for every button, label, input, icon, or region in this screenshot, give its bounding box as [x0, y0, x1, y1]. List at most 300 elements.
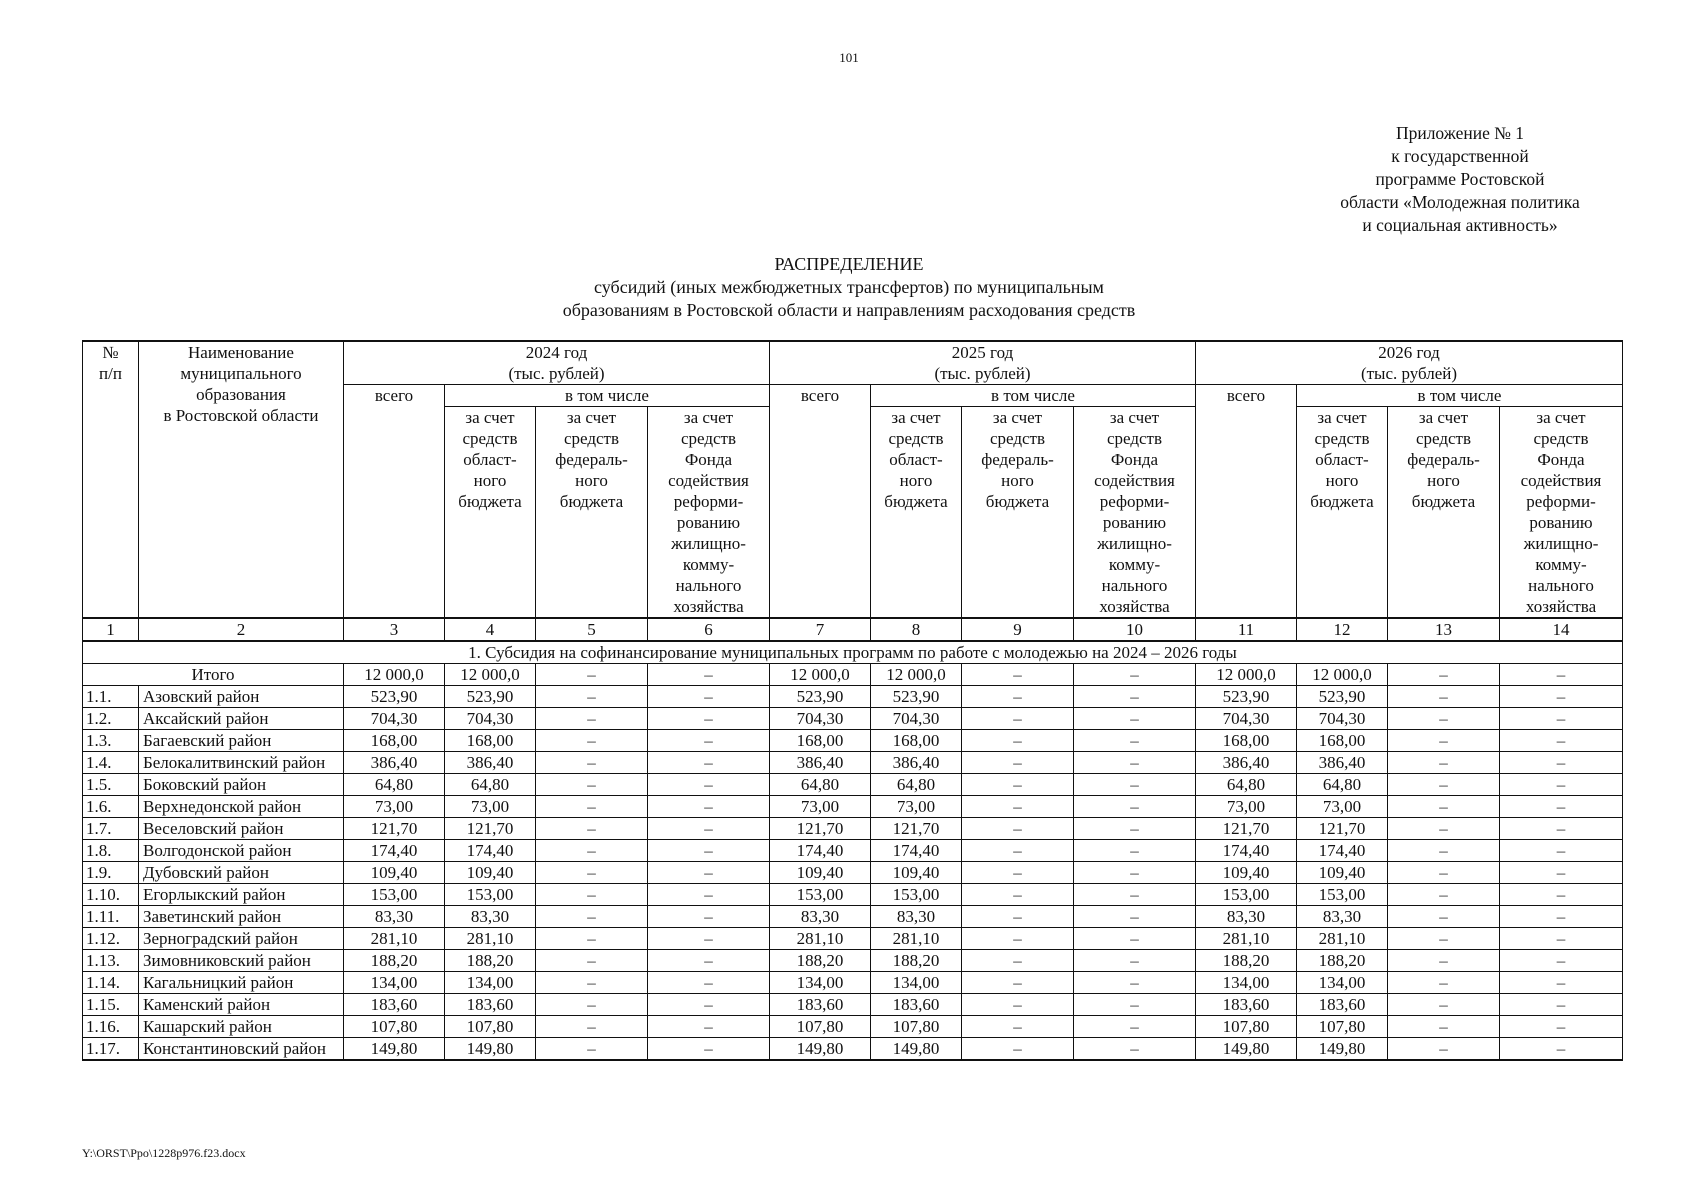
header-housing-fund-line: реформи- [1526, 492, 1596, 511]
appendix-line: и социальная активность» [1362, 215, 1558, 235]
header-including: в том числе [1297, 385, 1623, 407]
table-row [83, 774, 1623, 796]
value-fund: – [648, 862, 770, 884]
row-number: 1.12. [83, 928, 139, 950]
header-housing-fund-line: за счет [1536, 408, 1586, 427]
header-year-label: 2024 год [525, 343, 588, 362]
value-federal: – [1388, 796, 1500, 818]
value-total: 281,10 [770, 928, 871, 950]
header-name-line: в Ростовской области [163, 406, 319, 425]
row-number: 1.7. [83, 818, 139, 840]
district-name: Азовский район [139, 686, 344, 708]
value-regional: 183,60 [871, 994, 962, 1016]
value-federal: – [536, 972, 648, 994]
value-federal: – [536, 950, 648, 972]
table-row [83, 730, 1623, 752]
header-regional-budget [445, 407, 536, 619]
document-title [0, 253, 1698, 322]
value-fund: – [1074, 840, 1196, 862]
value-total: 281,10 [344, 928, 445, 950]
header-year-unit: (тыс. рублей) [508, 364, 605, 383]
value-fund: – [1074, 972, 1196, 994]
header-housing-fund-line: Фонда [684, 450, 733, 469]
value-regional: 153,00 [1297, 884, 1388, 906]
column-number: 5 [536, 618, 648, 641]
header-housing-fund-line: нального [1101, 576, 1168, 595]
value-fund: – [1500, 840, 1623, 862]
header-housing-fund-line: нального [1528, 576, 1594, 595]
column-number: 11 [1196, 618, 1297, 641]
value-regional: 153,00 [445, 884, 536, 906]
header-regional-budget-line: област- [889, 450, 943, 469]
header-year-unit: (тыс. рублей) [1360, 364, 1458, 383]
value-fund: – [1500, 884, 1623, 906]
value-total: 149,80 [770, 1038, 871, 1061]
value-fund: – [1500, 862, 1623, 884]
value-total: 134,00 [344, 972, 445, 994]
value-federal: – [536, 686, 648, 708]
value-total: 386,40 [770, 752, 871, 774]
title-main: РАСПРЕДЕЛЕНИЕ [774, 254, 924, 274]
header-housing-fund-line: содействия [1094, 471, 1175, 490]
value-federal: – [536, 708, 648, 730]
value-total: 168,00 [770, 730, 871, 752]
value-federal: – [536, 862, 648, 884]
value-federal: – [1388, 818, 1500, 840]
value-total: 704,30 [344, 708, 445, 730]
value-fund: – [648, 708, 770, 730]
value-total: 188,20 [770, 950, 871, 972]
value-regional: 73,00 [1297, 796, 1388, 818]
total-row [83, 664, 1623, 686]
header-federal-budget-line: бюджета [1411, 492, 1476, 511]
total-value: 12 000,0 [1297, 664, 1388, 686]
value-federal: – [1388, 928, 1500, 950]
table-header [83, 341, 1623, 641]
value-regional: 73,00 [445, 796, 536, 818]
value-federal: – [962, 906, 1074, 928]
value-regional: 523,90 [445, 686, 536, 708]
header-total: всего [770, 385, 871, 619]
value-federal: – [1388, 840, 1500, 862]
header-regional-budget-line: бюджета [458, 492, 522, 511]
header-housing-fund-line: рованию [1102, 513, 1167, 532]
value-regional: 134,00 [871, 972, 962, 994]
header-federal-budget-line: бюджета [985, 492, 1050, 511]
value-fund: – [1500, 752, 1623, 774]
value-regional: 174,40 [871, 840, 962, 862]
header-federal-budget-line: ного [1001, 471, 1034, 490]
section-title: 1. Субсидия на софинансирование муниципальных программ по работе с молодежью на 2024 – 2026 годы [83, 641, 1623, 664]
header-federal-budget-line: федераль- [981, 450, 1054, 469]
value-regional: 107,80 [1297, 1016, 1388, 1038]
header-including: в том числе [445, 385, 770, 407]
value-total: 64,80 [770, 774, 871, 796]
header-total: всего [344, 385, 445, 619]
value-federal: – [536, 730, 648, 752]
value-regional: 83,30 [871, 906, 962, 928]
column-number: 14 [1500, 618, 1623, 641]
header-name [139, 341, 344, 618]
header-regional-budget [1297, 407, 1388, 619]
title-line: субсидий (иных межбюджетных трансфертов) по муниципальным [594, 277, 1104, 297]
column-number: 8 [871, 618, 962, 641]
value-total: 73,00 [770, 796, 871, 818]
district-name: Зерноградский район [139, 928, 344, 950]
header-federal-budget [536, 407, 648, 619]
value-fund: – [1500, 774, 1623, 796]
value-regional: 168,00 [445, 730, 536, 752]
value-regional: 153,00 [871, 884, 962, 906]
value-fund: – [648, 818, 770, 840]
row-number: 1.17. [83, 1038, 139, 1061]
value-regional: 281,10 [445, 928, 536, 950]
table-row [83, 972, 1623, 994]
header-year-unit: (тыс. рублей) [934, 364, 1031, 383]
column-number: 7 [770, 618, 871, 641]
value-total: 386,40 [344, 752, 445, 774]
header-housing-fund-line: содействия [668, 471, 749, 490]
row-number: 1.5. [83, 774, 139, 796]
table-row [83, 884, 1623, 906]
file-path-footer: Y:\ORST\Ppo\1228p976.f23.docx [82, 1146, 246, 1160]
value-federal: – [1388, 774, 1500, 796]
value-total: 134,00 [1196, 972, 1297, 994]
value-fund: – [648, 906, 770, 928]
header-year-label: 2026 год [1378, 343, 1440, 362]
value-fund: – [648, 686, 770, 708]
value-regional: 188,20 [445, 950, 536, 972]
value-fund: – [1074, 752, 1196, 774]
header-regional-budget-line: за счет [891, 408, 941, 427]
value-federal: – [1388, 730, 1500, 752]
header-housing-fund-line: средств [1533, 429, 1589, 448]
header-federal-budget [962, 407, 1074, 619]
header-regional-budget-line: бюджета [884, 492, 948, 511]
value-regional: 134,00 [445, 972, 536, 994]
value-total: 109,40 [1196, 862, 1297, 884]
header-housing-fund-line: за счет [683, 408, 734, 427]
row-number: 1.8. [83, 840, 139, 862]
value-total: 188,20 [1196, 950, 1297, 972]
value-federal: – [1388, 884, 1500, 906]
value-total: 73,00 [1196, 796, 1297, 818]
row-number: 1.1. [83, 686, 139, 708]
value-fund: – [1500, 686, 1623, 708]
header-housing-fund-line: реформи- [1099, 492, 1170, 511]
value-federal: – [1388, 906, 1500, 928]
column-number: 10 [1074, 618, 1196, 641]
value-federal: – [536, 840, 648, 862]
header-housing-fund-line: Фонда [1537, 450, 1585, 469]
header-housing-fund-line: жилищно- [1097, 534, 1172, 553]
title-line: образованиям в Ростовской области и направлениям расходования средств [562, 300, 1136, 320]
table-row [83, 818, 1623, 840]
appendix-line: Приложение № 1 [1395, 123, 1525, 143]
value-fund: – [648, 928, 770, 950]
row-number: 1.15. [83, 994, 139, 1016]
value-regional: 121,70 [1297, 818, 1388, 840]
value-total: 281,10 [1196, 928, 1297, 950]
value-federal: – [536, 752, 648, 774]
header-regional-budget-line: средств [1314, 429, 1370, 448]
value-federal: – [536, 906, 648, 928]
header-regional-budget-line: за счет [1317, 408, 1367, 427]
value-federal: – [962, 972, 1074, 994]
value-federal: – [962, 774, 1074, 796]
value-federal: – [536, 1038, 648, 1061]
appendix-line: к государственной [1391, 146, 1529, 166]
value-total: 83,30 [1196, 906, 1297, 928]
value-total: 107,80 [344, 1016, 445, 1038]
row-number: 1.11. [83, 906, 139, 928]
table-row [83, 796, 1623, 818]
table-row [83, 928, 1623, 950]
district-name: Веселовский район [139, 818, 344, 840]
value-federal: – [536, 928, 648, 950]
value-fund: – [1074, 994, 1196, 1016]
header-year-1 [770, 341, 1196, 385]
appendix-line: программе Ростовской [1375, 169, 1545, 189]
table-row [83, 906, 1623, 928]
header-regional-budget-line: област- [463, 450, 517, 469]
value-federal: – [962, 730, 1074, 752]
total-value: 12 000,0 [871, 664, 962, 686]
value-regional: 168,00 [1297, 730, 1388, 752]
row-number: 1.6. [83, 796, 139, 818]
value-regional: 523,90 [871, 686, 962, 708]
header-federal-budget [1388, 407, 1500, 619]
value-regional: 188,20 [1297, 950, 1388, 972]
value-total: 153,00 [344, 884, 445, 906]
district-name: Боковский район [139, 774, 344, 796]
total-value: 12 000,0 [770, 664, 871, 686]
value-regional: 121,70 [871, 818, 962, 840]
table-row [83, 840, 1623, 862]
header-num [83, 341, 139, 618]
value-regional: 109,40 [1297, 862, 1388, 884]
value-total: 174,40 [770, 840, 871, 862]
value-regional: 134,00 [1297, 972, 1388, 994]
header-housing-fund-line: хозяйства [1525, 597, 1597, 616]
value-regional: 183,60 [1297, 994, 1388, 1016]
header-housing-fund [1074, 407, 1196, 619]
header-num-line: п/п [99, 364, 122, 383]
district-name: Верхнедонской район [139, 796, 344, 818]
value-regional: 73,00 [871, 796, 962, 818]
header-name-line: муниципального [180, 364, 302, 383]
value-total: 83,30 [344, 906, 445, 928]
value-regional: 109,40 [871, 862, 962, 884]
header-housing-fund-line: хозяйства [1099, 597, 1170, 616]
value-federal: – [536, 884, 648, 906]
value-fund: – [1500, 906, 1623, 928]
value-fund: – [1074, 884, 1196, 906]
value-fund: – [1500, 972, 1623, 994]
district-name: Кагальницкий район [139, 972, 344, 994]
value-federal: – [962, 862, 1074, 884]
header-housing-fund-line: рованию [1529, 513, 1593, 532]
appendix-note [1310, 122, 1610, 237]
value-regional: 523,90 [1297, 686, 1388, 708]
total-value: – [962, 664, 1074, 686]
value-federal: – [1388, 972, 1500, 994]
column-number: 1 [83, 618, 139, 641]
table-row [83, 950, 1623, 972]
value-fund: – [1500, 994, 1623, 1016]
header-regional-budget-line: бюджета [1310, 492, 1374, 511]
total-value: – [648, 664, 770, 686]
value-federal: – [962, 950, 1074, 972]
value-fund: – [1074, 708, 1196, 730]
header-federal-budget-line: за счет [992, 408, 1043, 427]
district-name: Волгодонской район [139, 840, 344, 862]
value-fund: – [1074, 950, 1196, 972]
value-total: 523,90 [770, 686, 871, 708]
row-number: 1.13. [83, 950, 139, 972]
value-fund: – [1500, 708, 1623, 730]
value-federal: – [1388, 752, 1500, 774]
column-number: 2 [139, 618, 344, 641]
value-fund: – [1074, 1016, 1196, 1038]
value-federal: – [536, 796, 648, 818]
value-total: 188,20 [344, 950, 445, 972]
value-total: 153,00 [770, 884, 871, 906]
header-federal-budget-line: федераль- [1407, 450, 1480, 469]
value-regional: 149,80 [871, 1038, 962, 1061]
value-regional: 64,80 [871, 774, 962, 796]
value-total: 149,80 [344, 1038, 445, 1061]
value-total: 121,70 [344, 818, 445, 840]
header-total: всего [1196, 385, 1297, 619]
table-row [83, 752, 1623, 774]
header-housing-fund [1500, 407, 1623, 619]
header-housing-fund-line: комму- [1108, 555, 1161, 574]
value-regional: 704,30 [1297, 708, 1388, 730]
value-federal: – [1388, 686, 1500, 708]
total-value: – [536, 664, 648, 686]
value-fund: – [1074, 796, 1196, 818]
value-fund: – [1500, 796, 1623, 818]
value-federal: – [962, 1038, 1074, 1061]
value-fund: – [1074, 730, 1196, 752]
row-number: 1.10. [83, 884, 139, 906]
district-name: Заветинский район [139, 906, 344, 928]
value-fund: – [648, 1038, 770, 1061]
value-total: 386,40 [1196, 752, 1297, 774]
value-regional: 386,40 [871, 752, 962, 774]
value-regional: 149,80 [445, 1038, 536, 1061]
column-number: 4 [445, 618, 536, 641]
value-fund: – [1500, 1016, 1623, 1038]
value-federal: – [962, 708, 1074, 730]
value-fund: – [1074, 774, 1196, 796]
header-regional-budget-line: средств [462, 429, 518, 448]
value-total: 64,80 [344, 774, 445, 796]
header-housing-fund-line: жилищно- [671, 534, 746, 553]
value-federal: – [1388, 994, 1500, 1016]
value-total: 121,70 [770, 818, 871, 840]
value-regional: 704,30 [445, 708, 536, 730]
header-federal-budget-line: ного [1427, 471, 1460, 490]
header-federal-budget-line: федераль- [555, 450, 628, 469]
value-fund: – [1074, 686, 1196, 708]
total-value: 12 000,0 [445, 664, 536, 686]
value-total: 121,70 [1196, 818, 1297, 840]
value-federal: – [1388, 1016, 1500, 1038]
value-fund: – [1500, 818, 1623, 840]
header-row-years [83, 341, 1623, 385]
total-value: – [1500, 664, 1623, 686]
value-fund: – [648, 950, 770, 972]
value-fund: – [648, 730, 770, 752]
value-regional: 109,40 [445, 862, 536, 884]
value-regional: 183,60 [445, 994, 536, 1016]
value-regional: 168,00 [871, 730, 962, 752]
value-total: 64,80 [1196, 774, 1297, 796]
value-total: 134,00 [770, 972, 871, 994]
value-total: 174,40 [1196, 840, 1297, 862]
value-federal: – [536, 1016, 648, 1038]
distribution-table [82, 340, 1623, 1061]
header-federal-budget-line: за счет [566, 408, 617, 427]
value-regional: 281,10 [1297, 928, 1388, 950]
value-regional: 188,20 [871, 950, 962, 972]
value-federal: – [962, 818, 1074, 840]
row-number: 1.9. [83, 862, 139, 884]
value-regional: 83,30 [445, 906, 536, 928]
header-federal-budget-line: средств [1415, 429, 1472, 448]
row-number: 1.16. [83, 1016, 139, 1038]
value-fund: – [1500, 730, 1623, 752]
value-federal: – [962, 994, 1074, 1016]
value-total: 174,40 [344, 840, 445, 862]
value-regional: 174,40 [1297, 840, 1388, 862]
value-fund: – [648, 884, 770, 906]
value-federal: – [962, 796, 1074, 818]
header-year-2 [1196, 341, 1623, 385]
district-name: Егорлыкский район [139, 884, 344, 906]
value-regional: 386,40 [1297, 752, 1388, 774]
value-regional: 64,80 [445, 774, 536, 796]
header-name-line: образования [196, 385, 286, 404]
value-fund: – [1074, 862, 1196, 884]
district-name: Багаевский район [139, 730, 344, 752]
header-federal-budget-line: средств [989, 429, 1046, 448]
district-name: Зимовниковский район [139, 950, 344, 972]
header-year-0 [344, 341, 770, 385]
header-including: в том числе [871, 385, 1196, 407]
header-housing-fund-line: средств [680, 429, 737, 448]
header-housing-fund-line: комму- [682, 555, 735, 574]
header-federal-budget-line: средств [563, 429, 620, 448]
header-federal-budget-line: ного [575, 471, 608, 490]
header-housing-fund-line: комму- [1535, 555, 1587, 574]
column-number: 9 [962, 618, 1074, 641]
value-federal: – [536, 994, 648, 1016]
value-total: 83,30 [770, 906, 871, 928]
value-total: 183,60 [1196, 994, 1297, 1016]
total-value: – [1074, 664, 1196, 686]
value-federal: – [1388, 862, 1500, 884]
value-fund: – [1500, 950, 1623, 972]
value-fund: – [1074, 1038, 1196, 1061]
table-body [83, 641, 1623, 1060]
value-total: 523,90 [344, 686, 445, 708]
value-fund: – [1074, 818, 1196, 840]
header-housing-fund-line: хозяйства [673, 597, 744, 616]
value-federal: – [536, 818, 648, 840]
